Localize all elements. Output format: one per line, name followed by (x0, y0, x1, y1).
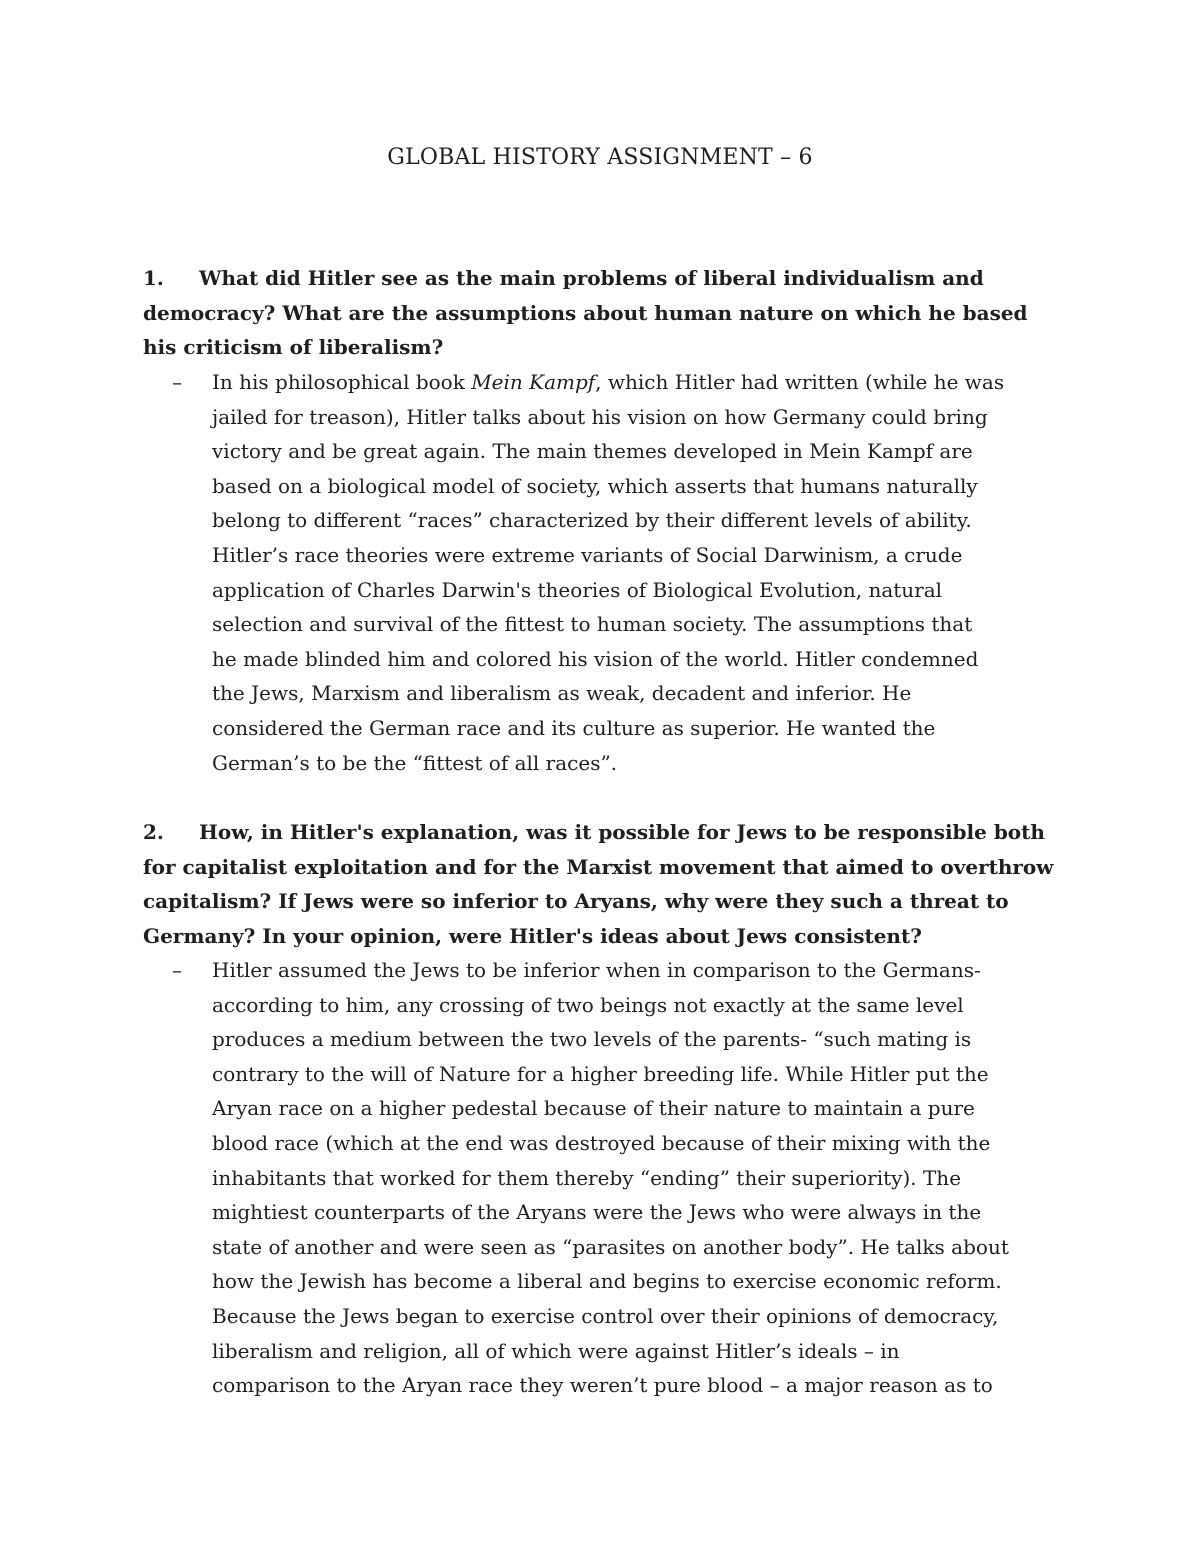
answer-line: German’s to be the “fittest of all races”. (212, 750, 618, 775)
question-line: capitalism? If Jews were so inferior to Aryans, why were they such a threat to (143, 889, 1009, 914)
answer-line: he made blinded him and colored his vision of the world. Hitler condemned (212, 646, 979, 671)
answer-line: comparison to the Aryan race they weren’t pure blood – a major reason as to (212, 1373, 993, 1398)
answer-line: Hitler assumed the Jews to be inferior when in comparison to the Germans- (212, 958, 981, 982)
answer-line: based on a biological model of society, which asserts that humans naturally (212, 473, 978, 498)
answer-line: contrary to the will of Nature for a higher breeding life. While Hitler put the (212, 1061, 989, 1086)
answer-line: the Jews, Marxism and liberalism as weak, decadent and inferior. He (212, 681, 912, 706)
answer-line: blood race (which at the end was destroyed because of their mixing with the (212, 1130, 991, 1155)
answer-line: victory and be great again. The main themes developed in Mein Kampf are (212, 439, 973, 464)
question-line: democracy? What are the assumptions about human nature on which he based (143, 300, 1028, 325)
answer-line: how the Jewish has become a liberal and begins to exercise economic reform. (212, 1269, 1002, 1294)
answer-line: Aryan race on a higher pedestal because of their nature to maintain a pure (212, 1096, 975, 1121)
answer-line: mightiest counterparts of the Aryans were the Jews who were always in the (212, 1200, 982, 1225)
question-number: 1. (143, 266, 164, 290)
answer-line: according to him, any crossing of two beings not exactly at the same level (212, 992, 964, 1017)
book-title-italic: Mein Kampf (471, 370, 596, 394)
answer-line: application of Charles Darwin's theories of Biological Evolution, natural (212, 577, 943, 602)
bullet-dash: – (172, 370, 182, 394)
answer-line: state of another and were seen as “parasites on another body”. He talks about (212, 1234, 1009, 1259)
question-text: How, in Hitler's explanation, was it possible for Jews to be responsible both (199, 820, 1045, 844)
answer-text: In his philosophical book (212, 370, 472, 394)
question-line: for capitalist exploitation and for the Marxist movement that aimed to overthrow (143, 854, 1054, 879)
answer-line: belong to different “races” characterized by their different levels of ability. (212, 508, 972, 533)
question-number: 2. (143, 820, 164, 844)
answer-line (212, 365, 1072, 400)
answer-line: inhabitants that worked for them thereby “ending” their superiority). The (212, 1165, 962, 1190)
question-line (143, 815, 1068, 850)
answer-line: considered the German race and its culture as superior. He wanted the (212, 715, 936, 740)
question-line: his criticism of liberalism? (143, 335, 444, 360)
answer-1 (172, 365, 1072, 780)
question-text: What did Hitler see as the main problems of liberal individualism and (199, 266, 984, 290)
answer-line: liberalism and religion, all of which were against Hitler’s ideals – in (212, 1338, 900, 1363)
question-line: Germany? In your opinion, were Hitler's ideas about Jews consistent? (143, 923, 922, 948)
answer-line: selection and survival of the fittest to human society. The assumptions that (212, 612, 973, 637)
question-line (143, 261, 1068, 296)
answer-line: Hitler’s race theories were extreme variants of Social Darwinism, a crude (212, 542, 963, 567)
bullet-dash: – (172, 958, 182, 982)
question-2 (143, 815, 1068, 953)
answer-line: Because the Jews began to exercise control over their opinions of democracy, (212, 1303, 999, 1328)
answer-line: jailed for treason), Hitler talks about his vision on how Germany could bring (212, 404, 988, 429)
question-1 (143, 261, 1068, 365)
answer-text: , which Hitler had written (while he was (595, 370, 1005, 394)
answer-2 (172, 953, 1072, 1403)
answer-line: produces a medium between the two levels of the parents- “such mating is (212, 1027, 972, 1052)
document-title: GLOBAL HISTORY ASSIGNMENT – 6 (387, 145, 813, 170)
